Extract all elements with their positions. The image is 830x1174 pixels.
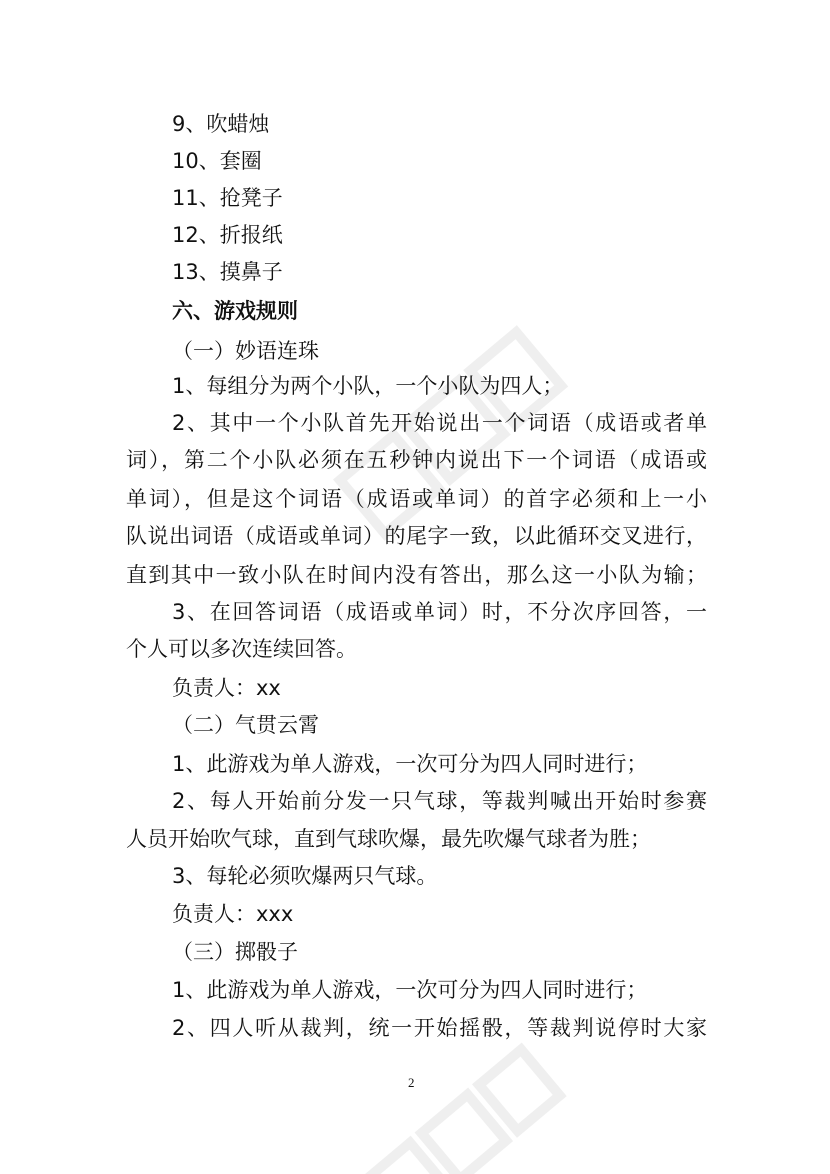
paragraph-line: 3、每轮必须吹爆两只气球。: [172, 864, 438, 888]
paragraph-line: 词），第二个小队必须在五秒钟内说出下一个词语（成语或: [126, 448, 707, 472]
list-item: 11、抢凳子: [172, 186, 283, 210]
paragraph-line: 队说出词语（成语或单词）的尾字一致，以此循环交叉进行，: [126, 524, 707, 548]
page-number: 2: [408, 1075, 415, 1090]
watermark-logo: [330, 1040, 590, 1174]
paragraph-line: 直到其中一致小队在时间内没有答出，那么这一小队为输；: [126, 563, 707, 587]
section-heading: 六、游戏规则: [172, 299, 298, 323]
list-item: 13、摸鼻子: [172, 260, 283, 284]
paragraph-line: 3、在回答词语（成语或单词）时，不分次序回答，一: [172, 600, 707, 624]
paragraph-line: 2、每人开始前分发一只气球，等裁判喊出开始时参赛: [172, 789, 707, 813]
paragraph-line: 2、四人听从裁判，统一开始摇骰，等裁判说停时大家: [172, 1016, 707, 1040]
paragraph-line: 个人可以多次连续回答。: [126, 637, 357, 661]
paragraph-line: 人员开始吹气球，直到气球吹爆，最先吹爆气球者为胜；: [126, 827, 651, 851]
subsection-heading: （二）气贯云霄: [172, 713, 319, 737]
person-in-charge: 负责人：xx: [172, 676, 281, 700]
list-item: 10、套圈: [172, 149, 262, 173]
subsection-heading: （一）妙语连珠: [172, 339, 319, 363]
paragraph-line: 2、其中一个小队首先开始说出一个词语（成语或者单: [172, 411, 707, 435]
paragraph-line: 单词），但是这个词语（成语或单词）的首字必须和上一小: [126, 487, 707, 511]
paragraph-line: 1、此游戏为单人游戏，一次可分为四人同时进行；: [172, 752, 648, 776]
paragraph-line: 1、每组分为两个小队，一个小队为四人；: [172, 374, 564, 398]
list-item: 9、吹蜡烛: [172, 112, 270, 136]
subsection-heading: （三）掷骰子: [172, 940, 298, 964]
person-in-charge: 负责人：xxx: [172, 902, 294, 926]
list-item: 12、折报纸: [172, 223, 283, 247]
paragraph-line: 1、此游戏为单人游戏，一次可分为四人同时进行；: [172, 978, 648, 1002]
